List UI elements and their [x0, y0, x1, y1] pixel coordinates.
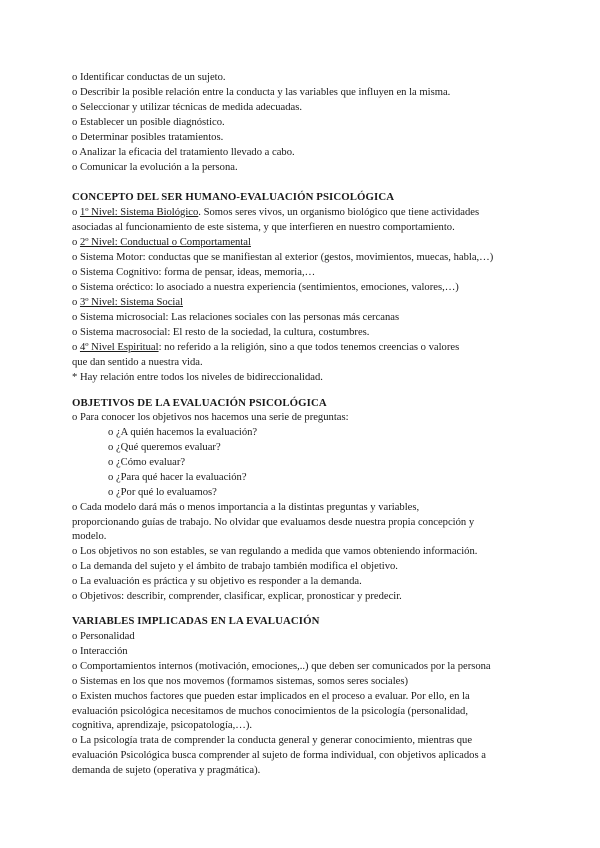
- list-item: o La evaluación es práctica y su objetivo es responder a la demanda.: [72, 576, 362, 587]
- list-item: o Establecer un posible diagnóstico.: [72, 117, 225, 128]
- list-item: o Comunicar la evolución a la persona.: [72, 162, 238, 173]
- level-text: . Somos seres vivos, un organismo biológico que tiene actividades: [198, 207, 480, 218]
- list-item: o Personalidad: [72, 631, 135, 642]
- bullet: o: [72, 207, 80, 218]
- list-item: o Sistema Cognitivo: forma de pensar, ideas, memoria,…: [72, 267, 316, 278]
- question-item: o ¿Qué queremos evaluar?: [108, 442, 221, 453]
- text-line: cognitiva, aprendizaje, psicopatología,…).: [72, 720, 253, 731]
- list-item: o Sistema microsocial: Las relaciones sociales con las personas más cercanas: [72, 312, 400, 323]
- list-item: [72, 206, 479, 220]
- list-item: o Seleccionar y utilizar técnicas de medida adecuadas.: [72, 102, 303, 113]
- level-label: 1º Nivel: Sistema Biológico: [79, 207, 199, 218]
- level-label: 2º Nivel: Conductual o Comportamental: [79, 237, 251, 248]
- list-item: o La psicología trata de comprender la conducta general y generar conocimiento, mientras que: [72, 735, 473, 746]
- list-item: o Analizar la eficacia del tratamiento llevado a cabo.: [72, 147, 295, 158]
- list-item: o Existen muchos factores que pueden estar implicados en el proceso a evaluar. Por ello, en la: [72, 691, 470, 702]
- text-line: que dan sentido a nuestra vida.: [72, 357, 203, 368]
- text-line: evaluación psicológica necesitamos de muchos conocimientos de la psicología (personalidad,: [72, 706, 468, 717]
- level-label: 3º Nivel: Sistema Social: [79, 297, 183, 308]
- list-item: o Determinar posibles tratamientos.: [72, 132, 224, 143]
- list-item: o Sistema Motor: conductas que se manifiestan al exterior (gestos, movimientos, muecas, habla,…): [72, 252, 494, 263]
- list-item: o La demanda del sujeto y el ámbito de trabajo también modifica el objetivo.: [72, 561, 398, 572]
- list-item: o Sistema macrosocial: El resto de la sociedad, la cultura, costumbres.: [72, 327, 370, 338]
- text-line: asociadas al funcionamiento de este sistema, y que interfieren en nuestro comportamiento.: [72, 222, 455, 233]
- question-item: o ¿A quién hacemos la evaluación?: [108, 427, 258, 438]
- text-line: modelo.: [72, 531, 107, 542]
- list-item: o Cada modelo dará más o menos importancia a la distintas preguntas y variables,: [72, 502, 420, 513]
- bullet: o: [72, 237, 80, 248]
- list-item: o Sistema oréctico: lo asociado a nuestra experiencia (sentimientos, emociones, valores,…): [72, 282, 459, 293]
- note: * Hay relación entre todos los niveles de bidireccionalidad.: [72, 372, 323, 383]
- section-heading: CONCEPTO DEL SER HUMANO-EVALUACIÓN PSICOLÓGICA: [72, 191, 395, 203]
- question-item: o ¿Cómo evaluar?: [108, 457, 186, 468]
- question-item: o ¿Por qué lo evaluamos?: [108, 487, 217, 498]
- list-item: o Describir la posible relación entre la conducta y las variables que influyen en la misma.: [72, 87, 451, 98]
- text-line: evaluación Psicológica busca comprender al sujeto de forma individual, con objetivos aplicados a: [72, 750, 486, 761]
- question-item: o ¿Para qué hacer la evaluación?: [108, 472, 247, 483]
- text-line: demanda de sujeto (operativa y pragmática).: [72, 765, 261, 776]
- list-item: o Para conocer los objetivos nos hacemos una serie de preguntas:: [72, 412, 349, 423]
- section-heading: VARIABLES IMPLICADAS EN LA EVALUACIÓN: [72, 615, 320, 627]
- list-item: o Comportamientos internos (motivación, emociones,..) que deben ser comunicados por la persona: [72, 661, 491, 672]
- list-item: [72, 236, 251, 250]
- list-item: o Sistemas en los que nos movemos (formamos sistemas, somos seres sociales): [72, 676, 409, 687]
- level-text: : no referido a la religión, sino a que todos tenemos creencias o valores: [158, 342, 460, 353]
- list-item: [72, 341, 459, 355]
- list-item: o Los objetivos no son estables, se van regulando a medida que vamos obteniendo información.: [72, 546, 478, 557]
- section-heading: OBJETIVOS DE LA EVALUACIÓN PSICOLÓGICA: [72, 397, 327, 409]
- text-line: proporcionando guías de trabajo. No olvidar que evaluamos desde nuestra propia concepción y: [72, 517, 475, 528]
- bullet: o: [72, 342, 80, 353]
- level-label: 4º Nivel Espiritual: [79, 342, 159, 353]
- list-item: [72, 296, 183, 310]
- bullet: o: [72, 297, 80, 308]
- list-item: o Objetivos: describir, comprender, clasificar, explicar, pronosticar y predecir.: [72, 591, 402, 602]
- list-item: o Interacción: [72, 646, 128, 657]
- list-item: o Identificar conductas de un sujeto.: [72, 72, 226, 83]
